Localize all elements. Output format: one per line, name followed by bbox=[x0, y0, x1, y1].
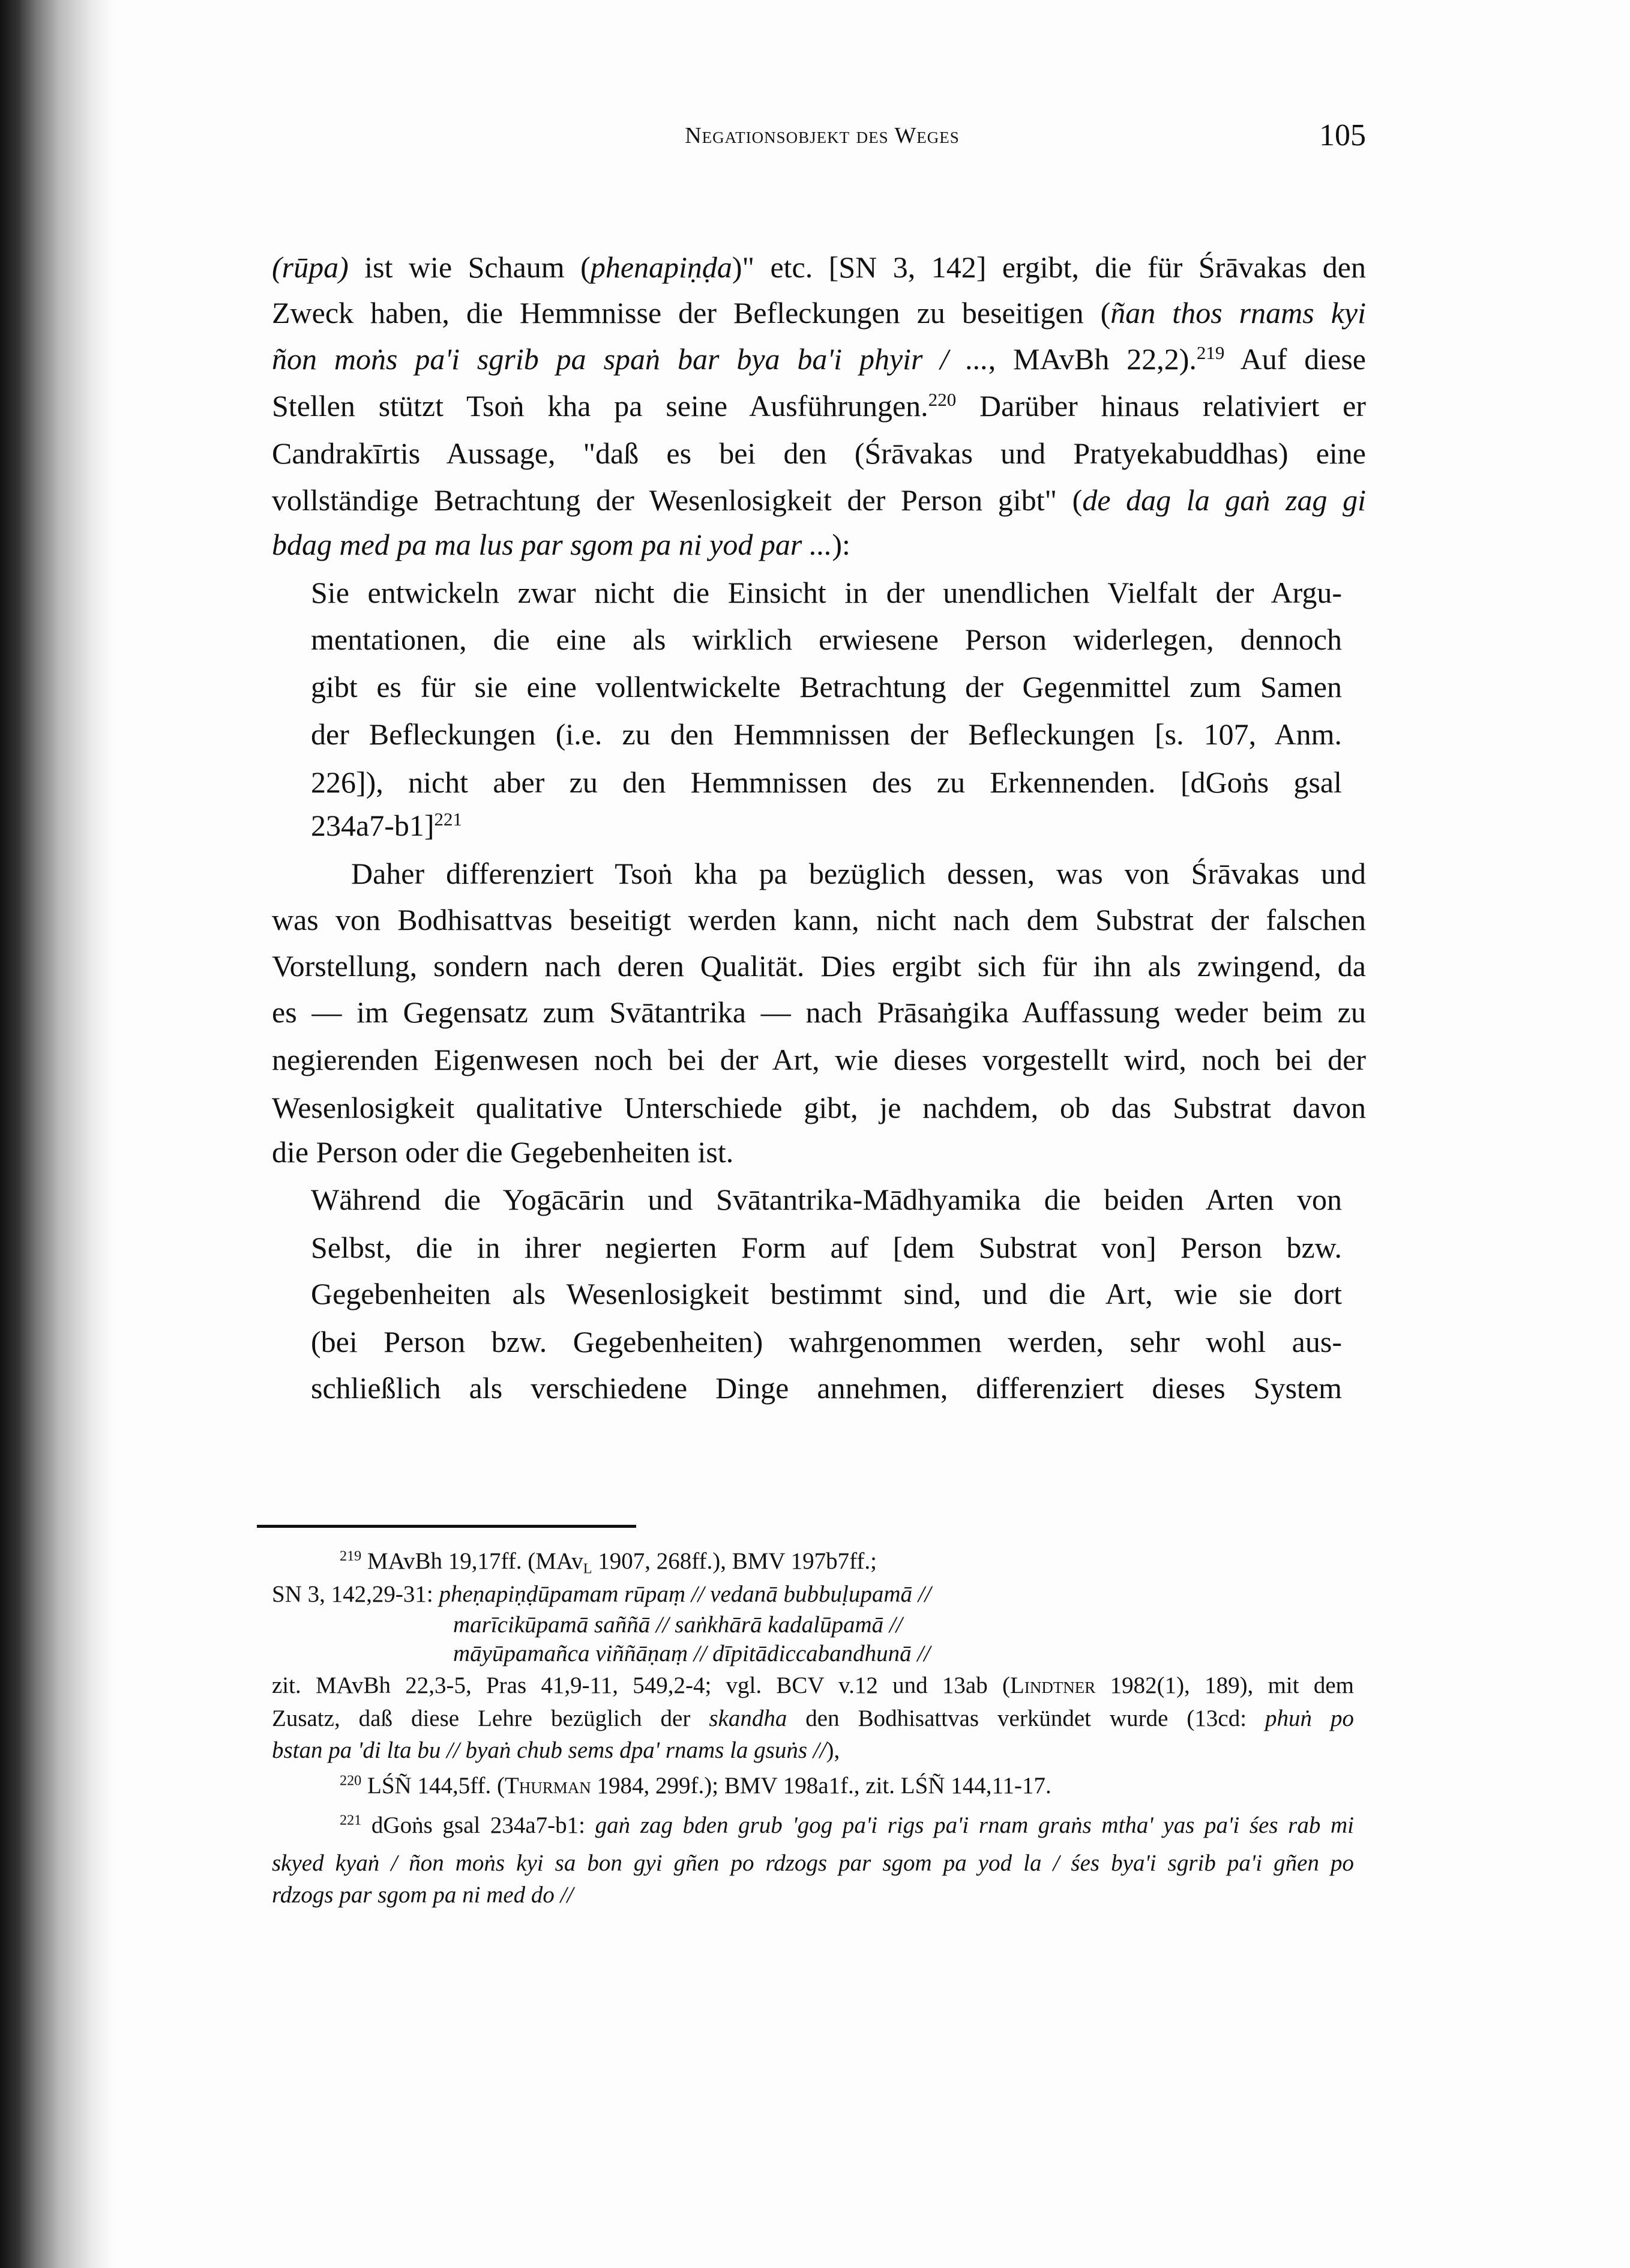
italic-text: de dag la gaṅ zag gi bbox=[1082, 483, 1366, 517]
text-line bbox=[272, 246, 1366, 288]
footnote-line bbox=[272, 1736, 1354, 1766]
text-line bbox=[311, 761, 1342, 803]
italic-text: phenapiṇḍa bbox=[590, 250, 732, 284]
italic-text: bstan pa 'di lta bu // byaṅ chub sems dpa' rnams la gsuṅs // bbox=[272, 1737, 826, 1763]
text-line bbox=[272, 523, 1366, 565]
text-run: SN 3, 142,29-31: bbox=[272, 1581, 439, 1607]
footnote-reference: 221 bbox=[434, 808, 462, 830]
text-run: dGoṅs gsal 234a7-b1: bbox=[361, 1812, 595, 1838]
text-line bbox=[272, 338, 1366, 380]
footnote-line bbox=[272, 1848, 1354, 1878]
italic-text: phuṅ po bbox=[1265, 1706, 1355, 1731]
text-line bbox=[311, 804, 1342, 846]
text-line bbox=[311, 1367, 1342, 1409]
footnote-line bbox=[272, 1704, 1354, 1734]
text-line bbox=[311, 572, 1342, 614]
text-run: 234a7-b1] bbox=[311, 809, 435, 842]
text-run: Während die Yogācārin und Svātantrika-Mādhyamika die beiden Arten von bbox=[311, 1183, 1342, 1216]
text-line bbox=[272, 1039, 1366, 1081]
footnote-line bbox=[272, 1671, 1354, 1701]
footnote-reference: 220 bbox=[340, 1772, 362, 1789]
text-line bbox=[272, 1131, 1366, 1173]
text-run: 226]), nicht aber zu den Hemmnissen des zu Erkennenden. [dGoṅs gsal bbox=[311, 765, 1342, 799]
footnote-line bbox=[453, 1610, 1354, 1640]
text-run: mentationen, die eine als wirklich erwiesene Person widerlegen, dennoch bbox=[311, 623, 1342, 656]
text-run: Candrakīrtis Aussage, "daß es bei den (Śrāvakas und Pratyekabuddhas) eine bbox=[272, 436, 1366, 470]
text-run: Zusatz, daß diese Lehre bezüglich der bbox=[272, 1706, 709, 1731]
text-line bbox=[311, 1273, 1342, 1315]
text-run: Stellen stützt Tsoṅ kha pa seine Ausführungen. bbox=[272, 389, 928, 423]
text-run: 1984, 299f.); BMV 198a1f., zit. LŚÑ 144,11-17. bbox=[591, 1773, 1051, 1799]
italic-text: marīcikūpamā saññā // saṅkhārā kadalūpamā // bbox=[453, 1612, 903, 1638]
text-run: Lindtner bbox=[1010, 1672, 1096, 1698]
text-run: Thurman bbox=[504, 1773, 591, 1799]
footnote-line bbox=[340, 1771, 1354, 1801]
text-run: ): bbox=[832, 528, 850, 561]
italic-text: skyed kyaṅ / ñon moṅs kyi sa bon gyi gñen po rdzogs par sgom pa yod la / śes bya'i sgrib pa'i gñen po bbox=[272, 1850, 1354, 1876]
text-line bbox=[272, 432, 1366, 474]
text-run: Daher differenziert Tsoṅ kha pa bezüglich dessen, was von Śrāvakas und bbox=[351, 857, 1366, 890]
text-line bbox=[311, 1226, 1342, 1268]
text-run: , MAvBh 22,2). bbox=[988, 342, 1197, 376]
text-run: MAvBh 19,17ff. (MAv bbox=[361, 1548, 583, 1574]
footnote-line bbox=[340, 1546, 1354, 1576]
book-binding-shadow bbox=[0, 0, 114, 2268]
text-run: Selbst, die in ihrer negierten Form auf [dem Substrat von] Person bzw. bbox=[311, 1231, 1342, 1264]
page-number: 105 bbox=[1319, 118, 1366, 152]
footnote-reference: 219 bbox=[1196, 342, 1225, 363]
text-run: zit. MAvBh 22,3-5, Pras 41,9-11, 549,2-4; vgl. BCV v.12 und 13ab ( bbox=[272, 1672, 1010, 1698]
text-run: Auf diese bbox=[1224, 342, 1366, 376]
text-run: negierenden Eigenwesen noch bei der Art, wie dieses vorgestellt wird, noch bei der bbox=[272, 1043, 1366, 1076]
text-line bbox=[272, 479, 1366, 521]
text-line bbox=[311, 666, 1342, 708]
italic-text: (rūpa) bbox=[272, 250, 349, 284]
italic-text: skandha bbox=[709, 1706, 787, 1731]
text-run: ist wie Schaum ( bbox=[348, 250, 591, 284]
text-run: es — im Gegensatz zum Svātantrika — nach Prāsaṅgika Auffassung weder beim zu bbox=[272, 995, 1366, 1029]
italic-text: gaṅ zag bden grub 'gog pa'i rigs pa'i rnam graṅs mtha' yas pa'i śes rab mi bbox=[595, 1812, 1354, 1838]
italic-text: māyūpamañca viññāṇaṃ // dīpitādiccabandhunā // bbox=[453, 1641, 931, 1666]
text-run: Zweck haben, die Hemmnisse der Befleckungen zu beseitigen ( bbox=[272, 296, 1111, 330]
italic-text: pheṇapiṇḍūpamam rūpaṃ // vedanā bubbuḷupamā // bbox=[439, 1581, 931, 1607]
footnote-line bbox=[340, 1811, 1354, 1841]
italic-text: bdag med pa ma lus par sgom pa ni yod par ... bbox=[272, 528, 832, 561]
text-line bbox=[272, 945, 1366, 987]
text-line bbox=[311, 1178, 1342, 1220]
page-header bbox=[0, 118, 1630, 154]
text-run: Wesenlosigkeit qualitative Unterschiede gibt, je nachdem, ob das Substrat davon bbox=[272, 1091, 1366, 1124]
running-head: Negationsobjekt des Weges bbox=[685, 123, 960, 148]
text-run: den Bodhisattvas verkündet wurde (13cd: bbox=[787, 1706, 1266, 1731]
text-run: Darüber hinaus relativiert er bbox=[956, 389, 1367, 423]
text-run: 1907, 268ff.), BMV 197b7ff.; bbox=[592, 1548, 877, 1574]
text-run: LŚÑ 144,5ff. ( bbox=[361, 1773, 505, 1799]
text-run: vollständige Betrachtung der Wesenlosigkeit der Person gibt" ( bbox=[272, 483, 1083, 517]
italic-text: ñan thos rnams kyi bbox=[1110, 296, 1366, 330]
text-line bbox=[272, 1087, 1366, 1129]
text-run: Gegebenheiten als Wesenlosigkeit bestimmt sind, und die Art, wie sie dort bbox=[311, 1277, 1342, 1310]
text-line bbox=[351, 852, 1366, 894]
text-line bbox=[272, 292, 1366, 334]
text-line bbox=[311, 1321, 1342, 1363]
text-run: Sie entwickeln zwar nicht die Einsicht in der unendlichen Vielfalt der Argu- bbox=[311, 576, 1342, 609]
footnote-reference: 220 bbox=[928, 388, 957, 410]
text-line bbox=[311, 618, 1342, 660]
footnote-reference: 219 bbox=[340, 1548, 362, 1564]
text-run: Vorstellung, sondern nach deren Qualität. Dies ergibt sich für ihn als zwingend, da bbox=[272, 949, 1366, 983]
footnote-line bbox=[453, 1639, 1354, 1669]
text-run: der Befleckungen (i.e. zu den Hemmnissen der Befleckungen [s. 107, Anm. bbox=[311, 717, 1342, 751]
text-run: was von Bodhisattvas beseitigt werden kann, nicht nach dem Substrat der falschen bbox=[272, 903, 1366, 936]
footnote-line bbox=[272, 1880, 1354, 1910]
footnote-separator bbox=[257, 1525, 636, 1528]
text-run: L bbox=[583, 1560, 592, 1577]
text-line bbox=[272, 991, 1366, 1033]
text-line bbox=[272, 899, 1366, 941]
text-run: schließlich als verschiedene Dinge annehmen, differenziert dieses System bbox=[311, 1371, 1342, 1405]
italic-text: ñon moṅs pa'i sgrib pa spaṅ bar bya ba'i phyir / ... bbox=[272, 342, 988, 376]
text-run: ), bbox=[826, 1737, 840, 1763]
text-line bbox=[311, 713, 1342, 755]
italic-text: rdzogs par sgom pa ni med do // bbox=[272, 1882, 574, 1908]
text-run: gibt es für sie eine vollentwickelte Betrachtung der Gegenmittel zum Samen bbox=[311, 670, 1342, 704]
footnote-line bbox=[272, 1579, 1354, 1609]
text-line bbox=[272, 385, 1366, 427]
text-run: die Person oder die Gegebenheiten ist. bbox=[272, 1135, 734, 1169]
footnote-reference: 221 bbox=[340, 1812, 362, 1829]
text-run: (bei Person bzw. Gegebenheiten) wahrgenommen werden, sehr wohl aus- bbox=[311, 1325, 1342, 1359]
text-run: )" etc. [SN 3, 142] ergibt, die für Śrāvakas den bbox=[732, 250, 1366, 284]
text-run: 1982(1), 189), mit dem bbox=[1095, 1672, 1354, 1698]
